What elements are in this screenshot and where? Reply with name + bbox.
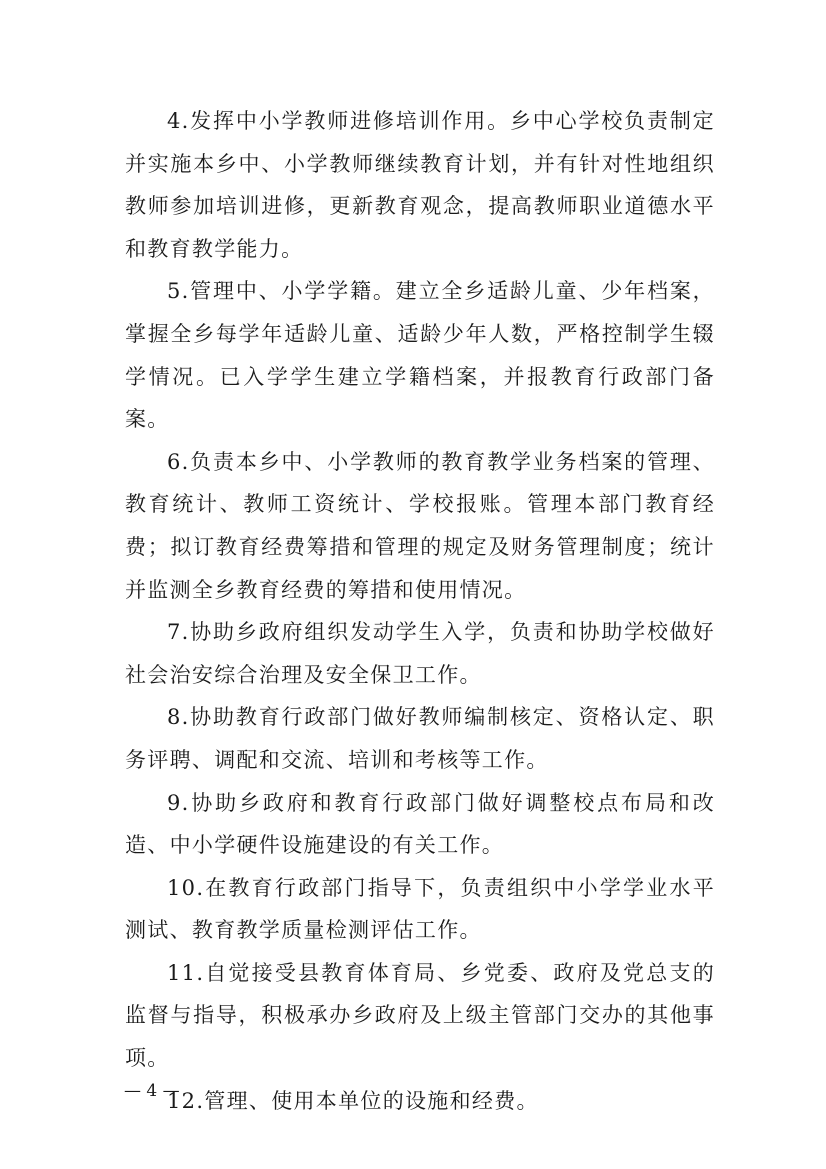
paragraph-item-12: 12.管理、使用本单位的设施和经费。 (167, 1088, 539, 1113)
document-body (125, 100, 715, 1122)
page-number: — 4 — (124, 1081, 180, 1101)
paragraph-item-11: 11.自觉接受县教育体育局、乡党委、政府及党总支的监督与指导，积极承办乡政府及上级主管部门交办的其他事项。 (125, 960, 715, 1071)
paragraph-item-6: 6.负责本乡中、小学教师的教育教学业务档案的管理、教育统计、教师工资统计、学校报账。管理本部门教育经费；拟订教育经费筹措和管理的规定及财务管理制度；统计并监测全乡教育经费的筹措和使用情况。 (125, 449, 715, 602)
paragraph-item-10: 10.在教育行政部门指导下，负责组织中小学学业水平测试、教育教学质量检测评估工作。 (125, 875, 715, 943)
paragraph-item-8: 8.协助教育行政部门做好教师编制核定、资格认定、职务评聘、调配和交流、培训和考核等工作。 (125, 705, 715, 772)
paragraph-item-5: 5.管理中、小学学籍。建立全乡适龄儿童、少年档案，掌握全乡每学年适龄儿童、适龄少年人数，严格控制学生辍学情况。已入学学生建立学籍档案，并报教育行政部门备案。 (125, 279, 715, 432)
paragraph-item-7: 7.协助乡政府组织发动学生入学，负责和协助学校做好社会治安综合治理及安全保卫工作。 (125, 620, 715, 687)
paragraph-item-4: 4.发挥中小学教师进修培训作用。乡中心学校负责制定并实施本乡中、小学教师继续教育计划，并有针对性地组织教师参加培训进修，更新教育观念，提高教师职业道德水平和教育教学能力。 (125, 109, 715, 261)
paragraph-item-9: 9.协助乡政府和教育行政部门做好调整校点布局和改造、中小学硬件设施建设的有关工作。 (125, 790, 715, 858)
